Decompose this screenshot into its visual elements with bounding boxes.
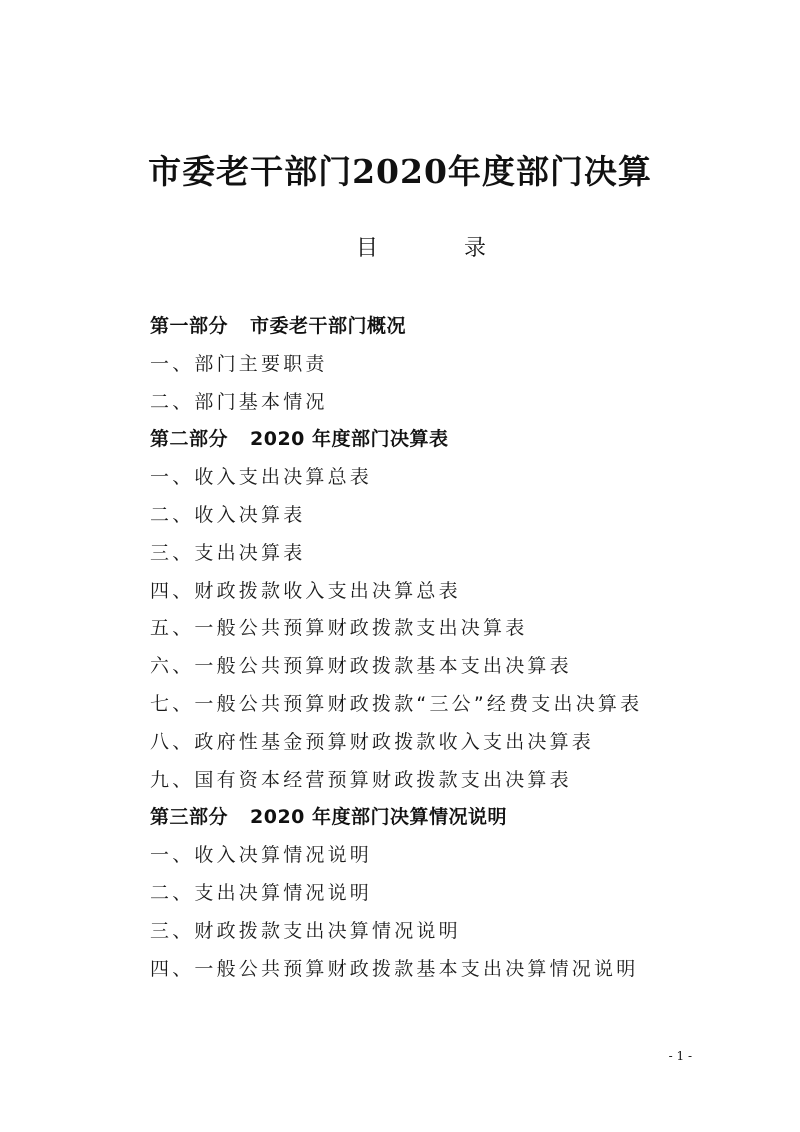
document-title: 市委老干部门2020年度部门决算 (148, 152, 652, 191)
toc-item: 四、一般公共预算财政拨款基本支出决算情况说明 (150, 957, 639, 980)
toc-heading-char-2: 录 (464, 236, 487, 261)
toc-part-label: 第二部分 (150, 428, 229, 451)
toc-part-title: 市委老干部门概况 (250, 315, 407, 337)
toc-part-3 (150, 799, 750, 837)
toc-item: 四、财政拨款收入支出决算总表 (150, 579, 461, 602)
toc-item: 一、收入支出决算总表 (150, 466, 373, 489)
table-of-contents (150, 308, 750, 988)
toc-part-title: 2020 年度部门决算表 (250, 428, 449, 451)
page-number: - 1 - (668, 1049, 692, 1063)
toc-part-label: 第一部分 (150, 315, 229, 337)
toc-item: 六、一般公共预算财政拨款基本支出决算表 (150, 655, 572, 678)
toc-part-label: 第三部分 (150, 806, 229, 829)
toc-heading-char-1: 目 (356, 236, 379, 261)
toc-item: 二、收入决算表 (150, 503, 306, 526)
toc-item: 一、部门主要职责 (150, 352, 328, 375)
toc-item: 八、政府性基金预算财政拨款收入支出决算表 (150, 730, 595, 753)
toc-part-1 (150, 308, 750, 346)
toc-item: 一、收入决算情况说明 (150, 844, 373, 867)
toc-item: 三、支出决算表 (150, 541, 306, 564)
toc-item: 九、国有资本经营预算财政拨款支出决算表 (150, 768, 572, 791)
toc-part-2 (150, 421, 750, 459)
toc-item: 五、一般公共预算财政拨款支出决算表 (150, 617, 528, 640)
toc-item: 七、一般公共预算财政拨款“三公”经费支出决算表 (150, 692, 643, 715)
toc-item: 二、部门基本情况 (150, 390, 328, 413)
toc-item: 三、财政拨款支出决算情况说明 (150, 919, 461, 942)
toc-item: 二、支出决算情况说明 (150, 881, 373, 904)
toc-part-title: 2020 年度部门决算情况说明 (250, 806, 508, 829)
